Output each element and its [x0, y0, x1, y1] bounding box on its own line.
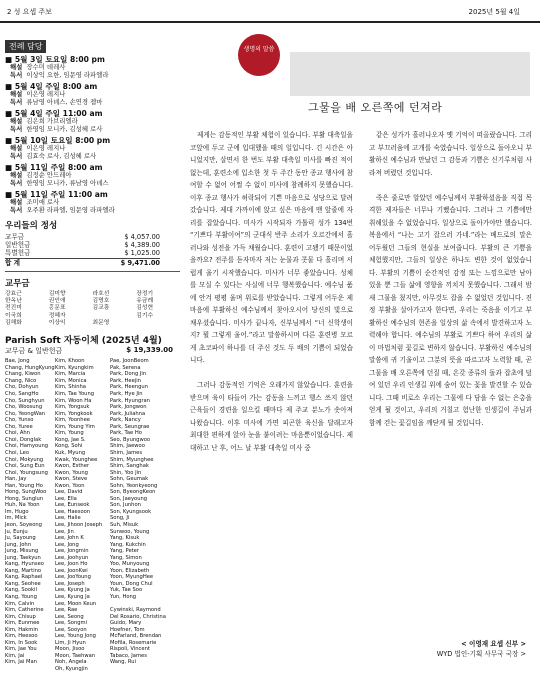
- header-date: 2025년 5월 4일: [468, 8, 520, 16]
- donor-name: Han, Young Ho: [5, 482, 43, 489]
- donor-name: Pak, Serena: [110, 364, 141, 371]
- offering-amount: $ 4,057.00: [124, 233, 160, 241]
- donor-name: Kong, Sohi: [55, 443, 83, 450]
- schedule-person: 조미애 로사: [26, 198, 60, 206]
- schedule-date: ■ 5월 10일 토요일 8:00 pm: [5, 136, 111, 145]
- donor-name: Cho, SangHo: [5, 391, 39, 398]
- donor-name: Yuk, Tae Soo: [110, 587, 143, 594]
- schedule-person: 한영임 모니카, 류남영 아녜스: [26, 178, 109, 187]
- donor-name: Kim, Tae Young: [55, 391, 95, 398]
- donor-name: Kim, Yongsuk: [55, 404, 90, 411]
- donor-name: Kang, Martino: [5, 567, 42, 574]
- schedule-person: 류남영 아녜스, 손연경 젬마: [26, 97, 103, 106]
- donor-name: Jung, Taekyun: [5, 554, 41, 561]
- donor-name: Yoo, Munyoung: [110, 561, 150, 568]
- donor-name: Kim, Jai Man: [5, 659, 37, 666]
- article-paragraph: 죽은 줄로만 알았던 예수님께서 부활하셨음을 직접 목격한 제자들은 너무나 기뻤습니다. 그러나 그 기쁨에만 취해있을 수 없었습니다. 일상으로 돌아가야만 했습니다. 복음에서 “나는 고기 잡으러 가네.”라는 베드로의 말은 어두웠던 그들의 현실을 보여줍니다. 부활의 큰 기쁨을 체험했지만, 그들의 일상은 하나도 변한 것이 없었습니다. 부활의 기쁨이 순간적인 감정 또는 느낌으로만 남아 있을 뿐 그들 삶에 영향을 끼치지 못했습니다. 그래서 밤새 그물을 쳤지만, 아무것도 잡을 수 없었던 것입니다. 진정 부활을 살아가고자 한다면, 우리는 죽음을 이기고 부활하신 예수님의 현존을 일상의 삶 속에서 발견하고자 노력해야 합니다. 예수님의 부활로 기쁘다 하여 우리의 삶이 마법처럼 꽃길로 변하지 않습니다. 부활하신 예수님의 말씀에 귀 기울이고 그분의 뜻을 따르고자 노력할 때, 곧 그물을 배 오른쪽에 던질 때, 온갖 종류의 돌과 잡초에 덮여 있던 우리 인생길 위에 숨어 있는 꽃을 발견할 수 있습니다. 그때 비로소 우리는 그물에 다 담을 수 없는 은총을 얻게 될 것이고, 우리의 거칠고 험난한 인생길이 주님과 함께 걷는 꽃길임을 깨닫게 될 것입니다.: [369, 193, 532, 427]
- donor-name: Park, Dong Jin: [110, 371, 147, 378]
- donor-name: Lee, Joon Ho: [55, 561, 88, 568]
- donor-name: Cywinski, Raymond: [110, 607, 161, 614]
- donor-name: Kang, Sookil: [5, 587, 37, 594]
- donor-name: Choi, Ahn: [5, 430, 30, 437]
- elder-name: 김명호: [92, 298, 110, 305]
- donor-name: Rispoli, Vincent: [110, 646, 150, 653]
- donor-name: Suh, Misuk: [110, 521, 139, 528]
- schedule-person: 오주환 라파엘, 임문영 라파엘라: [26, 205, 115, 214]
- divider: [5, 271, 180, 272]
- donor-name: Lee, Ella: [55, 495, 77, 502]
- donor-name: Oh, Kyungjin: [55, 666, 88, 672]
- donor-name: Lee, Songmi: [55, 620, 88, 627]
- offering-amount: $ 9,471.00: [120, 258, 160, 267]
- elder-name: 라호선: [92, 290, 110, 297]
- schedule-block: [5, 109, 183, 133]
- offerings-title: 우리들의 정성: [5, 221, 58, 231]
- article-col-1: [190, 129, 353, 454]
- offering-row: [5, 249, 160, 257]
- donor-name: Kwon, Esther: [55, 463, 90, 470]
- schedule-list: [5, 55, 183, 214]
- schedule-role: 해설: [10, 171, 23, 179]
- schedule-line: [5, 99, 183, 107]
- donor-name: Shim, Myunghee: [110, 456, 154, 463]
- donor-name: Lim, Ji Hyun: [55, 639, 86, 646]
- donor-name: Kim, Heesoo: [5, 633, 38, 640]
- donor-name: Choi, Hamyoung: [5, 443, 49, 450]
- donor-name: Yang, Peter: [110, 548, 140, 555]
- donor-name: Yang, Kisuk: [110, 535, 140, 542]
- elder-name: 권인애: [48, 298, 66, 305]
- schedule-block: [5, 55, 183, 79]
- donor-name: Son, Junhon: [110, 502, 141, 509]
- donor-name: Kong, Jae S.: [55, 436, 86, 443]
- donor-name: Park, Heengun: [110, 384, 148, 391]
- article-title: 그물을 배 오른쪽에 던져라: [308, 101, 443, 114]
- donor-name: Kim, Young: [55, 430, 84, 437]
- donor-name: Huh, Na Yoon: [5, 502, 40, 509]
- schedule-person: 김효숙 로사, 김성혜 로사: [26, 151, 97, 160]
- elder-name: 김교흥: [92, 305, 110, 312]
- header-left: 2 성 요셉 주보: [7, 8, 52, 16]
- donor-name: Sohn, Geumak: [110, 476, 149, 483]
- donor-name: Kim, Woon Ha: [55, 397, 92, 404]
- donor-name: Kim, Kyungkim: [55, 364, 94, 371]
- donor-name: Hoefner, Tom: [110, 626, 145, 633]
- donor-name: Kuk, Myung: [55, 449, 86, 456]
- donor-name: Mofila, Rosemarie: [110, 639, 157, 646]
- donor-name: Son, Kyungsook: [110, 508, 152, 515]
- donor-name: Shim, James: [110, 449, 143, 456]
- donor-name: Yang, Simon: [110, 554, 142, 561]
- donor-name: Kim, Khoon: [55, 358, 85, 365]
- donor-name: Shin, Yoo Jin: [110, 469, 142, 476]
- donor-name: Kim, Shinha: [55, 384, 86, 391]
- schedule-line: [5, 180, 183, 188]
- donor-name: Wang, Rui: [110, 659, 136, 666]
- logo-seal: 생명의 말씀: [238, 34, 280, 76]
- elder-name: 한옥난: [5, 298, 22, 305]
- schedule-line: [5, 72, 183, 80]
- offering-label: 특별헌금: [5, 249, 31, 258]
- donor-name: Pae, JoonBeom: [110, 358, 149, 365]
- schedule-date: ■ 5월 4일 주일 8:00 am: [5, 82, 98, 91]
- schedule-line: [5, 207, 183, 215]
- donor-name: Jung, John: [5, 541, 31, 548]
- donor-name: Lee, JooYoung: [55, 574, 91, 581]
- donor-name: Choi, Donglak: [5, 436, 42, 443]
- donor-name: Lee, Jong: [55, 541, 79, 548]
- donor-name: Kim, Yoonhee: [55, 417, 90, 424]
- donor-name: Chang, Kiwon: [5, 371, 41, 378]
- donor-name: Lee, Haesoon: [55, 508, 91, 515]
- donor-name: Sunwoo, Young: [110, 528, 150, 535]
- elder-name: 이상익: [48, 320, 66, 326]
- donor-name: Kim, Catherine: [5, 607, 44, 614]
- donor-name: Kang, Hyunseo: [5, 561, 44, 568]
- donor-name: Hong, Sunglun: [5, 495, 44, 502]
- donor-name: [110, 666, 174, 673]
- elder-name: 최문영: [92, 320, 110, 326]
- donor-name: Kwon, Yoon: [55, 482, 85, 489]
- donor-name: Park, Nancy: [110, 417, 141, 424]
- parish-soft-label: 교무금 & 일반헌금: [5, 347, 63, 356]
- donor-name: Chang, HungKyung: [5, 364, 55, 371]
- donor-name: Kim, Calvin: [5, 600, 35, 607]
- donor-name: Kim, Monica: [55, 377, 87, 384]
- offering-row: [5, 233, 160, 241]
- schedule-person: 이은영 레지나: [26, 144, 66, 152]
- donor-name: Lee, Halie: [55, 515, 81, 522]
- donor-name: Sohn, Yeonkyeong: [110, 482, 158, 489]
- elder-name: 김미향: [48, 290, 66, 297]
- donor-names: [5, 358, 183, 672]
- donor-name: Ju, Eunju: [5, 528, 28, 535]
- schedule-date: ■ 5월 4일 주일 11:00 am: [5, 109, 103, 118]
- schedule-role: 독서: [10, 178, 23, 187]
- elder-name: 전진미: [5, 305, 22, 312]
- elder-name: [93, 313, 137, 320]
- donor-name: Noh, Angela: [55, 659, 87, 666]
- donor-name: Park, Hyungran: [110, 397, 150, 404]
- article-col-2: [369, 129, 532, 454]
- donor-name: Chang, Nico: [5, 377, 37, 384]
- donor-name: Lee, Eunseok: [55, 502, 90, 509]
- donor-name: [5, 666, 55, 673]
- article-paragraph: 그러나 감동적인 기억은 오래가지 않았습니다. 훈련을 받으며 육이 타들어 가는 감동을 느끼고 행스 쓰지 않던 근육들이 경련을 일으킬 때마다 제 주교 분노가 솟아져 나왔습니다. 이후 미사에 가면 피곤한 육신을 달래고자 최대한 편하게 앉아 눈을 붙이려는 마음뿐이었습니다. 제대하고 난 후, 어느 날 부활 대축일 미사 중: [190, 381, 353, 452]
- schedule-person: 김은희 가브리엘라: [26, 117, 78, 125]
- schedule-role: 독서: [10, 124, 23, 133]
- donor-name: Lee, Kyung Ja: [55, 587, 90, 594]
- donor-name: Choi, Leo: [5, 449, 29, 456]
- donor-name: Lee, Jin: [55, 528, 74, 535]
- donor-name: Yoon, Elizabeth: [110, 567, 150, 574]
- schedule-date: ■ 5월 3일 토요일 8:00 pm: [5, 55, 105, 64]
- donor-name: Park, Tae Ho: [110, 430, 142, 437]
- schedule-line: [5, 126, 183, 134]
- left-column: [5, 34, 183, 673]
- donor-name: Kim, Chisup: [5, 613, 36, 620]
- elder-name: 김성현: [136, 305, 154, 312]
- donor-name: Cho, Dohyun: [5, 384, 39, 391]
- donor-name: Choi, Youngsung: [5, 469, 48, 476]
- schedule-role: 해설: [10, 117, 23, 125]
- donor-name: Moon, Taehwan: [55, 652, 96, 659]
- offering-amount: $ 4,389.00: [124, 241, 160, 250]
- schedule-block: [5, 190, 183, 214]
- schedule-person: 장수미 데레사: [26, 63, 66, 71]
- schedule-block: [5, 163, 183, 187]
- donor-name: Park, Juliahna: [110, 410, 146, 417]
- donor-name: Lee, Kyung Ja: [55, 593, 90, 600]
- schedule-line: [5, 153, 183, 161]
- donor-name: Shim, Jaewoo: [110, 443, 145, 450]
- offering-label: 교무금: [5, 233, 25, 241]
- parish-soft-sub: [5, 346, 173, 356]
- schedule-role: 독서: [10, 205, 23, 214]
- donor-name: Yoon, MyungHee: [110, 574, 154, 581]
- elders-grid: [5, 291, 180, 327]
- signature-org: WYD 법인-기획 사무국 국장 >: [436, 650, 526, 658]
- donor-name: Lee, John K: [55, 535, 84, 542]
- schedule-date: ■ 5월 11일 주일 8:00 am: [5, 163, 103, 172]
- donor-name: Cho, Yuree: [5, 423, 33, 430]
- donor-name: Del Rosario, Christina: [110, 613, 166, 620]
- donor-name: Park, Hye Jin: [110, 391, 143, 398]
- elder-name: 이국희: [5, 312, 22, 319]
- donor-name: Park, Heejin: [110, 377, 141, 384]
- donor-name: Yang, Kukchin: [110, 541, 146, 548]
- donor-name: Choi, Mokyung: [5, 456, 44, 463]
- donor-name: Shim, Sanghak: [110, 463, 149, 470]
- donor-name: McFarland, Brendan: [110, 633, 162, 640]
- donor-name: Im, Mick: [5, 515, 27, 522]
- donor-name: Cho, Woosung: [5, 404, 43, 411]
- donor-name: Kim, Jai: [5, 652, 25, 659]
- donor-name: Park, Jongwon: [110, 404, 147, 411]
- donor-name: Lee, Moon Keun: [55, 600, 97, 607]
- parish-soft-title: Parish Soft 자동이체 (2025년 4월): [5, 336, 162, 347]
- article-paragraph: 같은 성가가 흘러나오자 옛 기억이 떠올랐습니다. 그리고 부끄러움에 고개를 숙였습니다. 일상으로 돌아오니 부활하신 예수님과 만났던 그 감동과 기쁨은 신기루처럼 사라져 버렸던 것입니다.: [369, 131, 532, 177]
- donor-name: Kang, Young: [5, 593, 37, 600]
- donor-name: Seo, Byungwoo: [110, 436, 151, 443]
- schedule-person: 이은영 레지나: [26, 90, 66, 98]
- donor-name: Bae, Jong: [5, 358, 30, 365]
- donor-name: Cho, Yunso: [5, 417, 34, 424]
- donor-name: Moon, Jisoo: [55, 646, 85, 653]
- offering-label: 일반헌금: [5, 241, 31, 250]
- elder-name: 김기수: [136, 312, 154, 319]
- schedule-role: 해설: [10, 144, 23, 152]
- elder-name: [136, 320, 180, 327]
- schedule-role: 해설: [10, 90, 23, 98]
- schedule-tag: 전례 담당: [5, 40, 46, 53]
- donor-name: Lee, David: [55, 489, 83, 496]
- elders-title: 교무금: [5, 278, 30, 289]
- schedule-block: [5, 136, 183, 160]
- title-banner: [290, 52, 530, 96]
- signature-name: < 이영재 요셉 신부 >: [461, 640, 526, 648]
- donor-name: Lee, Young Jong: [55, 633, 96, 640]
- donor-name: Kwon, Steve: [55, 476, 88, 483]
- elder-name: 홍문표: [48, 305, 66, 312]
- donor-name: Youn, Dong Chul: [110, 580, 153, 587]
- schedule-role: 독서: [10, 70, 23, 79]
- elder-name: 장정기: [136, 290, 154, 297]
- article-paragraph: 제게는 감동적인 부활 체험이 있습니다. 부활 대축일을 코앞에 두고 군에 입대했을 때의 일입니다. 긴 시간은 아니었지만, 살면서 한 번도 부활 대축일 미사를 빠진 적이 없는데, 훈련소에 입소한 첫 두 주간 동안 종교 행사에 참여할 수 없어 어쩔 수 없이 미사에 참례하지 못했습니다. 이후 종교 행사가 허락되어 기쁜 마음으로 성당으로 달려갔습니다. 제대 가까이에 앉고 싶은 마음에 맨 앞줄에 자리를 잡았습니다. 미사가 시작되자 가톨릭 성가 134번 “기쁘다 부활이여”의 군대식 반주 소리가 오르간에서 흘러나와 성전을 가득 채웠습니다. 훈련이 고됐기 때문이었을까요? 전주를 듣자마자 저는 눈물과 콧물 다 흘리며 서럽게 울기 시작했습니다. 미사가 너무 좋았습니다. 성체를 모실 수 있다는 사실에 너무 행복했습니다. 예수님 품에 안겨 평평 울며 위로를 받았습니다. 그렇게 어두운 제 마음에 부활하신 예수님께서 찾아오시어 당신의 빛으로 채우셨습니다. 미사가 끝나자, 신부님께서 “너 신학생이지? 뭘 그렇게 울어.”라고 말씀하시며 다른 훈련병 모르게 초코파이 하나를 더 주신 것도 두 배의 기쁨이 되었습니다.: [190, 131, 353, 364]
- donor-name: Kim, Yongkook: [55, 410, 93, 417]
- schedule-person: 김정순 안드레아: [26, 171, 72, 179]
- donor-name: Kim, Young Yim: [55, 423, 95, 430]
- donor-name: Lee, Jihoon Joseph: [55, 521, 103, 528]
- donor-name: Kim, Hakmin: [5, 626, 39, 633]
- donor-name: Kang, Seohee: [5, 580, 41, 587]
- elder-name: 정혜자: [48, 312, 66, 319]
- donor-name: Kim, In Sook: [5, 639, 38, 646]
- schedule-date: ■ 5월 11일 주일 11:00 am: [5, 190, 108, 199]
- schedule-person: 이상익 요한, 임문영 라파엘라: [26, 70, 109, 79]
- offering-label: 합 계: [5, 258, 21, 267]
- donor-name: Lee, JoonKwi: [55, 567, 88, 574]
- article-columns: [190, 129, 532, 454]
- schedule-role: 독서: [10, 151, 23, 160]
- donor-name: Lee, Joseph: [55, 580, 85, 587]
- donor-name: Jung, Misung: [5, 548, 39, 555]
- donor-name: Son, Jaeyoung: [110, 495, 148, 502]
- elder-name: 강효근: [5, 290, 22, 297]
- signature: [437, 639, 526, 659]
- page-header: [0, 0, 540, 26]
- donor-name: Kim, Jae You: [5, 646, 37, 653]
- donor-name: Choi, Sung Eun: [5, 463, 45, 470]
- schedule-role: 독서: [10, 97, 23, 106]
- donor-name: Ju, Sayoung: [5, 535, 36, 542]
- offering-amount: $ 1,025.00: [124, 249, 160, 258]
- donor-name: Yun, Hong: [110, 593, 137, 600]
- elder-name: 유금례: [136, 298, 154, 305]
- donor-name: Lee, Sooyon: [55, 626, 87, 633]
- donor-name: Lee, Seong: [55, 613, 84, 620]
- schedule-block: [5, 82, 183, 106]
- donor-name: Guido, Mary: [110, 620, 142, 627]
- donor-name: Kim, Marcia: [55, 371, 86, 378]
- donor-name: Jeon, Soyeong: [5, 521, 42, 528]
- donor-name: Han, Jay: [5, 476, 27, 483]
- donor-name: Cho, YeongWan: [5, 410, 46, 417]
- schedule-person: 한영임 모니카, 김성혜 로사: [26, 124, 103, 133]
- donor-name: Park, Seungrae: [110, 423, 150, 430]
- donor-name: Son, ByeongKeon: [110, 489, 156, 496]
- header-rule: [0, 21, 540, 23]
- schedule-role: 해설: [10, 63, 23, 71]
- donor-name: Tabaco, James: [110, 652, 147, 659]
- donor-name: Kang, Raphael: [5, 574, 43, 581]
- donor-name: Lee, Rae: [55, 607, 78, 614]
- schedule-role: 해설: [10, 198, 23, 206]
- donor-name: Kwak, Younghee: [55, 456, 98, 463]
- donor-name: Lee, Jongmin: [55, 548, 89, 555]
- donor-name: Lee, Joohyun: [55, 554, 89, 561]
- donor-name: Song, Ji: [110, 515, 130, 522]
- offering-row: [5, 258, 160, 267]
- donor-name: Kim, Eunmee: [5, 620, 40, 627]
- donor-name: Kwon, Young: [55, 469, 88, 476]
- elder-name: 김해화: [5, 320, 22, 326]
- parish-soft-amount: $ 19,339.00: [126, 346, 173, 355]
- donor-name: Hong, SungWoo: [5, 489, 47, 496]
- offerings-table: [5, 233, 183, 267]
- donor-name: Cho, Sunghyun: [5, 397, 45, 404]
- donor-name: Im, Hugo: [5, 508, 29, 515]
